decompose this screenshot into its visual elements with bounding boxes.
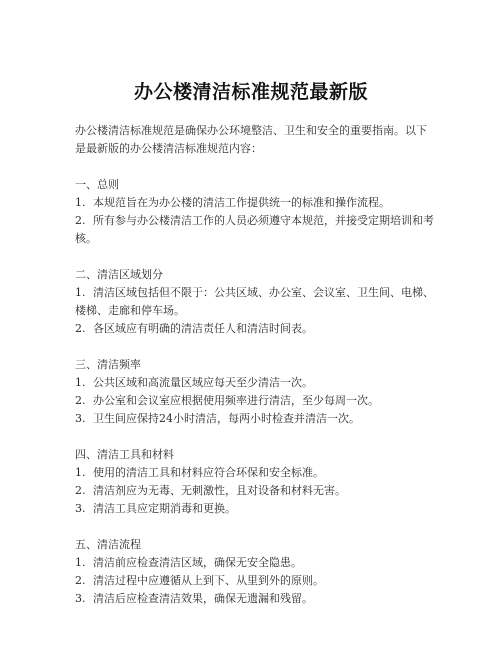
item-text: 公共区域和高流量区域应每天至少清洁一次。: [93, 376, 313, 389]
section-general: [75, 176, 435, 248]
section-heading: 一、总则: [75, 178, 119, 191]
item-text: 清洁后应检查清洁效果，确保无遗漏和残留。: [93, 592, 313, 605]
item-number: 1.: [75, 286, 86, 299]
item-number: 1.: [75, 376, 86, 389]
section-spacer: [75, 248, 435, 266]
item-text: 清洁工具应定期消毒和更换。: [93, 502, 236, 515]
list-item: [75, 284, 435, 320]
item-text: 卫生间应保持24小时清洁，每两小时检查并清洁一次。: [93, 412, 360, 425]
item-number: 1.: [75, 556, 86, 569]
section-heading: 四、清洁工具和材料: [75, 448, 174, 461]
item-number: 1.: [75, 466, 86, 479]
list-item: [75, 482, 435, 500]
intro-paragraph: 办公楼清洁标准规范是确保办公环境整洁、卫生和安全的重要指南。以下是最新版的办公楼清洁标准规范内容：: [75, 124, 427, 155]
item-text: 清洁剂应为无毒、无刺激性，且对设备和材料无害。: [93, 484, 346, 497]
section-process: [75, 536, 435, 608]
document-body: [75, 122, 435, 608]
item-text: 使用的清洁工具和材料应符合环保和安全标准。: [93, 466, 324, 479]
document-title: 办公楼清洁标准规范最新版: [133, 81, 368, 103]
item-text: 清洁过程中应遵循从上到下、从里到外的原则。: [93, 574, 324, 587]
section-spacer: [75, 158, 435, 176]
section-area-division: [75, 266, 435, 338]
item-number: 2.: [75, 322, 86, 335]
list-item: [75, 374, 435, 392]
item-text: 本规范旨在为办公楼的清洁工作提供统一的标准和操作流程。: [93, 196, 390, 209]
list-item: [75, 320, 435, 338]
list-item: [75, 572, 435, 590]
item-number: 3.: [75, 412, 86, 425]
section-spacer: [75, 518, 435, 536]
item-number: 3.: [75, 502, 86, 515]
section-heading: 三、清洁频率: [75, 358, 141, 371]
section-heading: 五、清洁流程: [75, 538, 141, 551]
item-number: 3.: [75, 592, 86, 605]
item-text: 清洁区域包括但不限于：公共区域、办公室、会议室、卫生间、电梯、楼梯、走廊和停车场。: [75, 286, 434, 317]
section-frequency: [75, 356, 435, 428]
item-number: 2.: [75, 484, 86, 497]
item-number: 2.: [75, 214, 86, 227]
item-number: 2.: [75, 394, 86, 407]
list-item: [75, 410, 435, 428]
section-tools-materials: [75, 446, 435, 518]
section-spacer: [75, 428, 435, 446]
section-heading: 二、清洁区域划分: [75, 268, 163, 281]
item-number: 2.: [75, 574, 86, 587]
item-text: 各区域应有明确的清洁责任人和清洁时间表。: [93, 322, 313, 335]
list-item: [75, 464, 435, 482]
item-text: 办公室和会议室应根据使用频率进行清洁，至少每周一次。: [93, 394, 379, 407]
item-text: 所有参与办公楼清洁工作的人员必须遵守本规范，并接受定期培训和考核。: [75, 214, 434, 245]
list-item: [75, 392, 435, 410]
list-item: [75, 554, 435, 572]
item-number: 1.: [75, 196, 86, 209]
list-item: [75, 500, 435, 518]
list-item: [75, 212, 435, 248]
section-spacer: [75, 338, 435, 356]
item-text: 清洁前应检查清洁区域，确保无安全隐患。: [93, 556, 302, 569]
list-item: [75, 194, 435, 212]
list-item: [75, 590, 435, 608]
